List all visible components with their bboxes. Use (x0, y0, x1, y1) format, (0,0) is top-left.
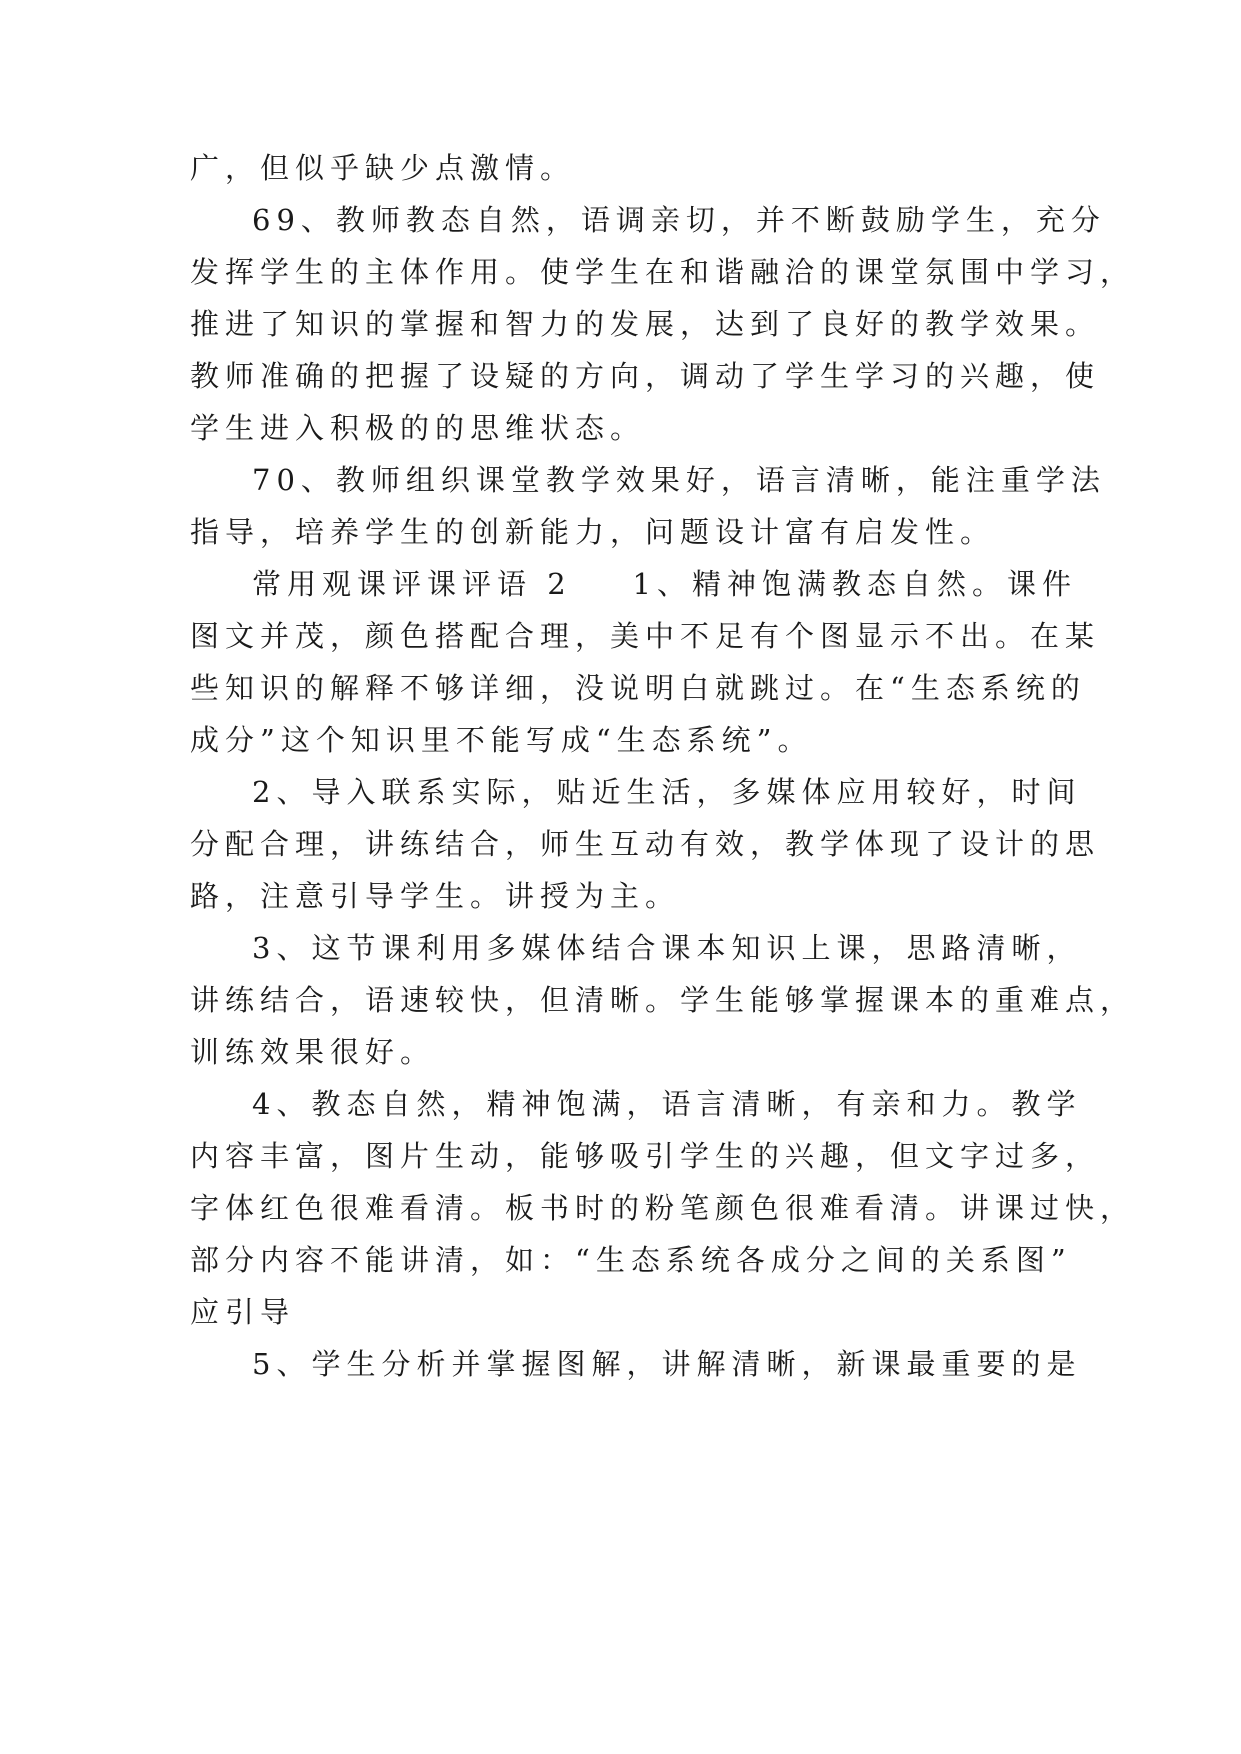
paragraph-3-line-1: 3、这节课利用多媒体结合课本知识上课，思路清晰， (252, 931, 1082, 965)
paragraph-70-line-1: 70、教师组织课堂教学效果好，语言清晰，能注重学法 (252, 463, 1106, 497)
text-line: 部分内容不能讲清，如：“生态系统各成分之间的关系图” (190, 1243, 1072, 1277)
text-line: 图文并茂，颜色搭配合理，美中不足有个图显示不出。在某 (190, 619, 1101, 653)
text-line: 成分”这个知识里不能写成“生态系统”。 (190, 723, 813, 757)
text-line: 讲练结合，语速较快，但清晰。学生能够掌握课本的重难点， (190, 983, 1136, 1017)
text-line: 应引导 (190, 1295, 296, 1329)
section-heading-line: 常用观课评课评语 2 1、精神饱满教态自然。课件 (252, 567, 1077, 601)
paragraph-5-line-1: 5、学生分析并掌握图解，讲解清晰，新课最重要的是 (252, 1347, 1082, 1381)
paragraph-4-line-1: 4、教态自然，精神饱满，语言清晰，有亲和力。教学 (252, 1087, 1082, 1121)
text-line: 学生进入积极的的思维状态。 (190, 411, 646, 445)
text-line: 分配合理，讲练结合，师生互动有效，教学体现了设计的思 (190, 827, 1101, 861)
text-line: 路，注意引导学生。讲授为主。 (190, 879, 681, 913)
paragraph-69-line-1: 69、教师教态自然，语调亲切，并不断鼓励学生，充分 (252, 203, 1106, 237)
text-line: 推进了知识的掌握和智力的发展，达到了良好的教学效果。 (190, 307, 1101, 341)
paragraph-2-line-1: 2、导入联系实际，贴近生活，多媒体应用较好，时间 (252, 775, 1082, 809)
text-line: 教师准确的把握了设疑的方向，调动了学生学习的兴趣，使 (190, 359, 1101, 393)
text-line: 指导，培养学生的创新能力，问题设计富有启发性。 (190, 515, 996, 549)
text-line: 训练效果很好。 (190, 1035, 436, 1069)
text-line: 发挥学生的主体作用。使学生在和谐融洽的课堂氛围中学习， (190, 255, 1136, 289)
text-line: 广，但似乎缺少点激情。 (190, 151, 576, 185)
text-line: 些知识的解释不够详细，没说明白就跳过。在“生态系统的 (190, 671, 1086, 705)
text-line: 字体红色很难看清。板书时的粉笔颜色很难看清。讲课过快， (190, 1191, 1136, 1225)
text-line: 内容丰富，图片生动，能够吸引学生的兴趣，但文字过多， (190, 1139, 1101, 1173)
